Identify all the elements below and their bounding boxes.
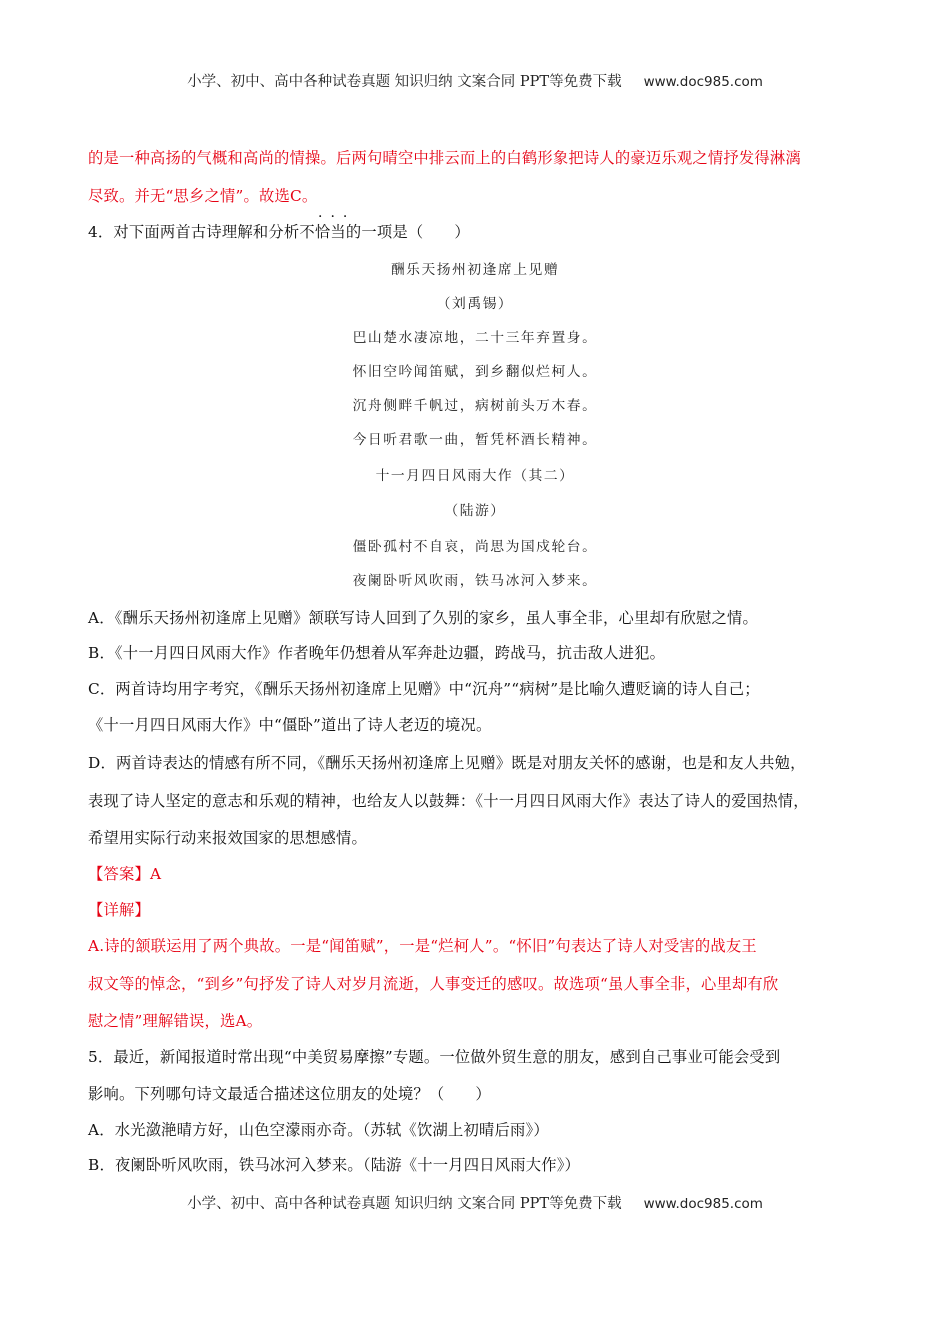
poem1-line: 怀旧空吟闻笛赋，到乡翻似烂柯人。 (352, 364, 598, 380)
q4-explanation-line-1: A.诗的颔联运用了两个典故。一是“闻笛赋”，一是“烂柯人”。“怀旧”句表达了诗人对受害的战友王 (88, 937, 757, 955)
poem1-title: 酬乐天扬州初逢席上见赠 (390, 262, 560, 278)
poem2-title: 十一月四日风雨大作（其二） (375, 468, 575, 484)
poem2-line: 僵卧孤村不自哀，尚思为国戍轮台。 (352, 539, 598, 555)
answer-label: 【答案】 (88, 865, 150, 883)
q5-option-b: B．夜阑卧听风吹雨，铁马冰河入梦来。（陆游《十一月四日风雨大作》） (88, 1156, 581, 1174)
q4-stem: 4．对下面两首古诗理解和分析不恰当的一项是（ ） (88, 223, 470, 241)
header-url[interactable]: www.doc985.com (643, 74, 763, 90)
poem1-author: （刘禹锡） (436, 296, 514, 312)
q4-option-c-line-1: C．两首诗均用字考究，《酬乐天扬州初逢席上见赠》中“沉舟”“病树”是比喻久遭贬谪的诗人自己； (88, 680, 760, 698)
q4-answer (88, 862, 161, 884)
footer-url[interactable]: www.doc985.com (643, 1196, 763, 1212)
poem2-line: 夜阑卧听风吹雨，铁马冰河入梦来。 (352, 573, 598, 589)
q4-explanation-line-3: 慰之情”理解错误，选A。 (88, 1012, 263, 1030)
page-footer (0, 1192, 950, 1213)
q5-stem-line-2: 影响。下列哪句诗文最适合描述这位朋友的处境？（ ） (88, 1085, 491, 1103)
q4-option-a: A．《酬乐天扬州初逢席上见赠》颔联写诗人回到了久别的家乡，虽人事全非，心里却有欣慰之情。 (88, 609, 758, 627)
footer-text: 小学、初中、高中各种试卷真题 知识归纳 文案合同 PPT等免费下载 (187, 1196, 622, 1212)
poem2-author: （陆游） (444, 503, 506, 519)
poem1-line: 沉舟侧畔千帆过，病树前头万木春。 (352, 398, 598, 414)
q4-option-d-line-2: 表现了诗人坚定的意志和乐观的精神，也给友人以鼓舞：《十一月四日风雨大作》表达了诗人的爱国热情， (88, 792, 809, 810)
q4-option-c-line-2: 《十一月四日风雨大作》中“僵卧”道出了诗人老迈的境况。 (88, 716, 492, 734)
q4-detail-label: 【详解】 (88, 901, 150, 919)
q4-option-d-line-3: 希望用实际行动来报效国家的思想感情。 (88, 829, 367, 847)
q5-option-a: A．水光潋滟晴方好，山色空濛雨亦奇。（苏轼《饮湖上初晴后雨》） (88, 1121, 549, 1139)
prev-explanation-line-1: 的是一种高扬的气概和高尚的情操。后两句晴空中排云而上的白鹤形象把诗人的豪迈乐观之情抒发得淋漓 (88, 149, 801, 167)
poem1-line: 今日听君歌一曲，暂凭杯酒长精神。 (352, 432, 598, 448)
poem1-line: 巴山楚水凄凉地，二十三年弃置身。 (352, 330, 598, 346)
page-header (0, 70, 950, 91)
prev-explanation-line-2: 尽致。并无“思乡之情”。故选C。 (88, 187, 318, 205)
q4-option-b: B．《十一月四日风雨大作》作者晚年仍想着从军奔赴边疆，跨战马，抗击敌人进犯。 (88, 644, 666, 662)
q4-option-d-line-1: D．两首诗表达的情感有所不同，《酬乐天扬州初逢席上见赠》既是对朋友关怀的感谢，也是和友人共勉， (88, 754, 806, 772)
q4-explanation-line-2: 叔文等的悼念，“到乡”句抒发了诗人对岁月流逝，人事变迁的感叹。故选项“虽人事全非，心里却有欣 (88, 975, 779, 993)
header-text: 小学、初中、高中各种试卷真题 知识归纳 文案合同 PPT等免费下载 (187, 74, 622, 90)
emphasis-dots: ··· (318, 209, 356, 225)
q5-stem-line-1: 5．最近，新闻报道时常出现“中美贸易摩擦”专题。一位做外贸生意的朋友，感到自己事业可能会受到 (88, 1048, 781, 1066)
answer-value: A (150, 865, 162, 883)
